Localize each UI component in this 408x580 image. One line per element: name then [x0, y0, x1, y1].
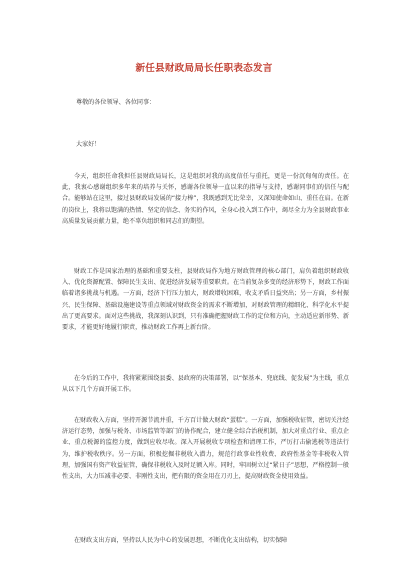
greeting: 大家好！	[76, 141, 101, 148]
paragraph-fiscal-situation: 财政工作是国家治理的基础和重要支柱，县财政局作为地方财政管理的核心部门，肩负着组织财政收入、优化资源配置、保障民生支出、促进经济发展等重要职责。在当前复杂多变的经济形势下，财政工作面临着诸多挑战与机遇。一方面，经济下行压力加大，财政增收困难，收支矛盾日益突出；另一方面，乡村振兴、民生保障、基础设施建设等重点领域对财政资金的需求不断增加，对财政管理的精细化、科学化水平提出了更高要求。面对这些挑战，我深刻认识到，只有准确把握财政工作的定位和方向，主动适应新形势、新要求，才能更好地履行职责，推动财政工作再上新台阶。	[62, 268, 349, 332]
document-title: 新任县财政局局长任职表态发言	[135, 63, 273, 74]
paragraph-appreciation: 今天，组织任命我担任县财政局局长，这是组织对我的高度信任与重托，更是一份沉甸甸的责任。在此，我衷心感谢组织多年来的培养与关怀，感谢各位领导一直以来的指导与支持，感谢同事们的信任与配合。能够站在这里，接过县财政局发展的“接力棒”，我既感到无比荣幸，又深知使命如山、重任在肩。在新的岗位上，我将以饱满的热情、坚定的信念、务实的作风，全身心投入到工作中，竭尽全力为全县财政事业高质量发展贡献力量，绝不辜负组织和同志们的期望。	[62, 173, 349, 225]
salutation: 尊敬的各位领导、各位同事：	[76, 99, 156, 106]
paragraph-fiscal-revenue: 在财政收入方面，坚持开源节流并重，千方百计做大财政“蛋糕”。一方面，加强税收征管，密切关注经济运行态势，加强与税务、市场监管等部门的协作配合，建立健全综合治税机制，加大对重点行业、重点企业、重点税源的监控力度，做到应收尽收。深入开展税收专项检查和清理工作，严厉打击偷逃税等违法行为，维护税收秩序。另一方面，积极挖掘非税收入潜力，规范行政事业性收费、政府性基金等非税收入管理，加强国有资产收益征管，确保非税收入及时足额入库。同时，牢固树立过“紧日子”思想，严格控制一般性支出，大力压减非必要、非刚性支出，把有限的资金用在刀刃上，提高财政资金使用效益。	[62, 417, 349, 481]
paragraph-fiscal-expenditure: 在财政支出方面，坚持以人民为中心的发展思想，不断优化支出结构，切实保障	[74, 537, 288, 544]
paragraph-work-plan: 在今后的工作中，我将紧紧围绕县委、县政府的决策部署，以“保基本、兜底线、促发展”为主线，重点从以下几个方面开展工作。	[62, 375, 349, 394]
